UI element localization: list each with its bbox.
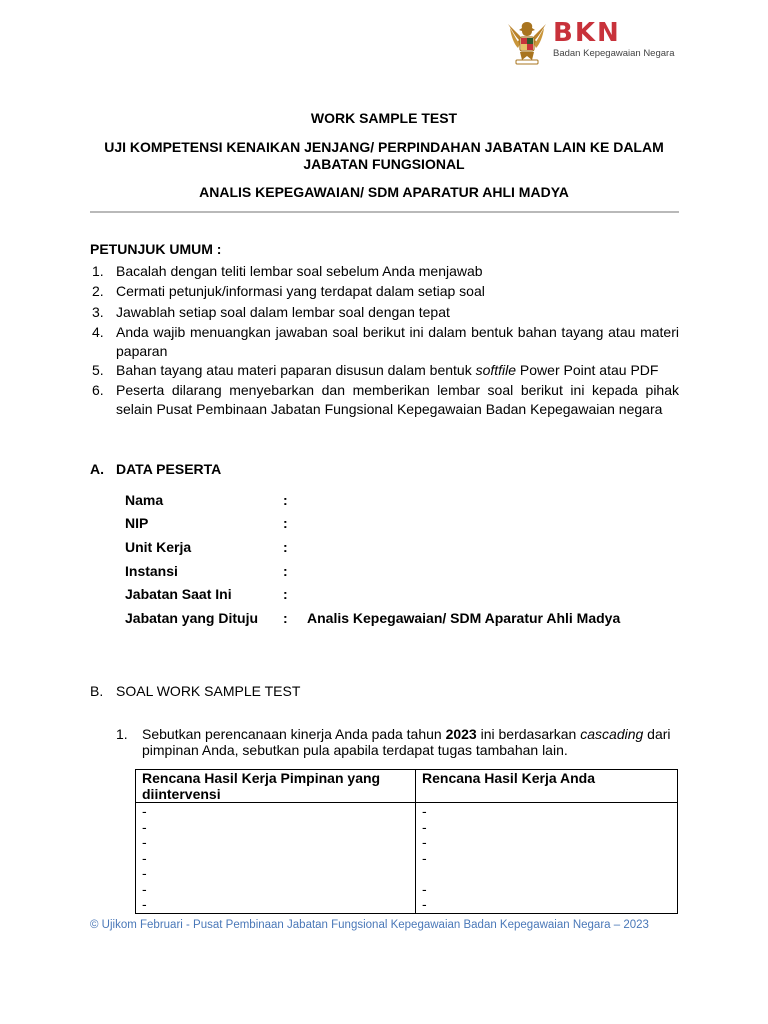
field-row-unit-kerja [125, 539, 685, 559]
garuda-emblem-icon [506, 16, 548, 66]
instruction-text: Cermati petunjuk/informasi yang terdapat dalam setiap soal [116, 283, 485, 299]
instruction-number: 5. [92, 362, 104, 378]
instruction-text: Bacalah dengan teliti lembar soal sebelum Anda menjawab [116, 263, 483, 279]
field-colon: : [283, 539, 288, 555]
instruction-number: 4. [92, 324, 104, 340]
table-entry: - [142, 849, 147, 866]
field-label: Nama [125, 492, 164, 508]
table-entry: - [422, 834, 427, 850]
table-header-anda: Rencana Hasil Kerja Anda [416, 770, 678, 803]
table-entry: - [142, 834, 147, 850]
bkn-logo [506, 14, 686, 70]
table-entry: - [142, 896, 147, 912]
question-year: 2023 [445, 726, 477, 742]
field-value: Analis Kepegawaian/ SDM Aparatur Ahli Madya [307, 610, 621, 626]
instruction-item [90, 323, 679, 361]
question-text-part: Sebutkan perencanaan kinerja Anda pada tahun [142, 726, 446, 742]
field-colon: : [283, 563, 288, 579]
question-text [142, 726, 679, 758]
instruction-item [90, 361, 679, 380]
table-entry [422, 866, 671, 882]
table-entry: - [422, 818, 427, 835]
field-row-instansi [125, 563, 685, 583]
table-header-pimpinan: Rencana Hasil Kerja Pimpinan yang diintervensi [136, 770, 416, 803]
question-number: 1. [116, 726, 128, 742]
instruction-number: 3. [92, 304, 104, 320]
field-row-nip [125, 515, 685, 535]
field-row-nama [125, 492, 685, 512]
document-subtitle [90, 139, 678, 173]
table-cell-pimpinan[interactable] [136, 803, 416, 914]
instruction-item [90, 303, 679, 322]
table-entry: - [142, 803, 147, 819]
field-colon: : [283, 515, 288, 531]
title-divider [90, 211, 679, 213]
field-label: Jabatan Saat Ini [125, 586, 232, 602]
instruction-number: 2. [92, 283, 104, 299]
bkn-subtitle: Badan Kepegawaian Negara [553, 48, 675, 59]
section-a-letter: A. [90, 461, 104, 477]
question-text-part: ini berdasarkan [476, 726, 581, 742]
field-label: NIP [125, 515, 149, 531]
answer-table [135, 769, 678, 914]
position-title: ANALIS KEPEGAWAIAN/ SDM APARATUR AHLI MADYA [199, 184, 569, 200]
field-row-jabatan-saat-ini [125, 586, 685, 606]
instruction-text-italic: softfile [475, 362, 517, 378]
field-row-jabatan-dituju [125, 610, 685, 630]
table-entry: - [142, 865, 147, 881]
section-a-heading: DATA PESERTA [116, 461, 222, 477]
instruction-item [90, 381, 679, 419]
instruction-number: 6. [92, 382, 104, 398]
table-entry: - [422, 880, 427, 897]
table-entry: - [422, 896, 427, 912]
instruction-item [90, 262, 679, 281]
field-label: Unit Kerja [125, 539, 192, 555]
instruction-item [90, 282, 679, 301]
table-cell-anda[interactable] [416, 803, 678, 914]
table-entry: - [422, 849, 427, 866]
section-b-heading: SOAL WORK SAMPLE TEST [116, 683, 301, 699]
instruction-text-part: Power Point atau PDF [516, 362, 659, 378]
instruction-text: Anda wajib menuangkan jawaban soal berikut ini dalam bentuk bahan tayang atau materi paparan [116, 324, 679, 359]
section-b-letter: B. [90, 683, 104, 699]
bkn-wordmark: BKN [553, 18, 621, 48]
instructions-heading: PETUNJUK UMUM : [90, 241, 222, 257]
table-entry: - [422, 803, 427, 819]
instruction-number: 1. [92, 263, 104, 279]
field-label: Instansi [125, 563, 178, 579]
table-row [136, 803, 678, 914]
instruction-text-part: Bahan tayang atau materi paparan disusun dalam bentuk [116, 362, 476, 378]
table-header-row [136, 770, 678, 803]
question-item [116, 726, 679, 758]
field-colon: : [283, 610, 288, 626]
instruction-text: Jawablah setiap soal dalam lembar soal dengan tepat [116, 304, 450, 320]
subtitle-line-1: UJI KOMPETENSI KENAIKAN JENJANG/ PERPINDAHAN JABATAN LAIN KE DALAM [104, 139, 664, 155]
question-italic: cascading [580, 726, 644, 742]
subtitle-line-2: JABATAN FUNGSIONAL [303, 156, 465, 172]
instruction-text [116, 361, 679, 380]
field-colon: : [283, 586, 288, 602]
question-text-part: dari pimpinan Anda, sebutkan pula apabila terdapat tugas tambahan lain. [142, 726, 671, 758]
page-footer: © Ujikom Februari - Pusat Pembinaan Jabatan Fungsional Kepegawaian Badan Kepegawaian Negara – 2023 [90, 919, 649, 931]
field-label: Jabatan yang Dituju [125, 610, 259, 626]
table-entry: - [142, 818, 147, 835]
instruction-text: Peserta dilarang menyebarkan dan memberikan lembar soal berikut ini kepada pihak selain Pusat Pembinaan Jabatan Fungsional Kepegawaian Badan Kepegawaian negara [116, 382, 679, 417]
field-colon: : [283, 492, 288, 508]
table-entry: - [142, 880, 147, 897]
document-title: WORK SAMPLE TEST [310, 110, 458, 126]
